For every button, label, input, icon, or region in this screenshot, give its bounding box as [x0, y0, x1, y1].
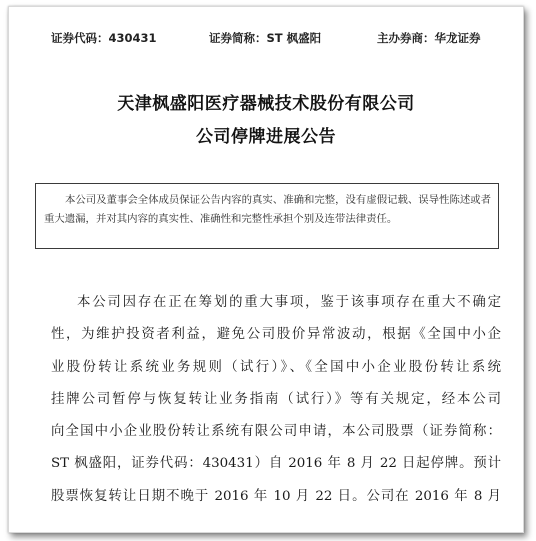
body-line: 向全国中小企业股份转让系统有限公司申请，本公司股票（证券简称：: [51, 424, 501, 440]
lead-broker: 主办券商：华龙证券: [377, 31, 481, 45]
body-line: ST 枫盛阳，证券代码：430431）自 2016 年 8 月 22 日起停牌。预计: [51, 456, 501, 472]
body-line: 本公司因存在正在筹划的重大事项，鉴于该事项存在重大不确定: [77, 295, 501, 310]
body-line: 挂牌公司暂停与恢复转让业务指南（试行）》等有关规定，经本公司: [51, 391, 501, 407]
document-page: [8, 6, 524, 533]
company-title: 天津枫盛阳医疗器械技术股份有限公司: [117, 94, 415, 114]
body-line: 业股份转让系统业务规则（试行）》、《全国中小企业股份转让系统: [51, 359, 501, 375]
disclaimer-box: [35, 183, 499, 249]
security-code: 证券代码：430431: [51, 31, 157, 45]
announcement-title: 公司停牌进展公告: [196, 127, 336, 147]
announcement-body: [51, 287, 501, 513]
body-line: 股票恢复转让日期不晚于 2016 年 10 月 22 日。公司在 2016 年 8 月: [51, 488, 501, 504]
disclaimer-text: 本公司及董事会全体成员保证公告内容的真实、准确和完整，没有虚假记载、误导性陈述或者重大遗漏，并对其内容的真实性、准确性和完整性承担个别及连带法律责任。: [44, 194, 492, 225]
body-line: 性，为维护投资者利益，避免公司股价异常波动，根据《全国中小企: [51, 327, 501, 343]
security-abbreviation: 证券简称：ST 枫盛阳: [209, 31, 322, 45]
